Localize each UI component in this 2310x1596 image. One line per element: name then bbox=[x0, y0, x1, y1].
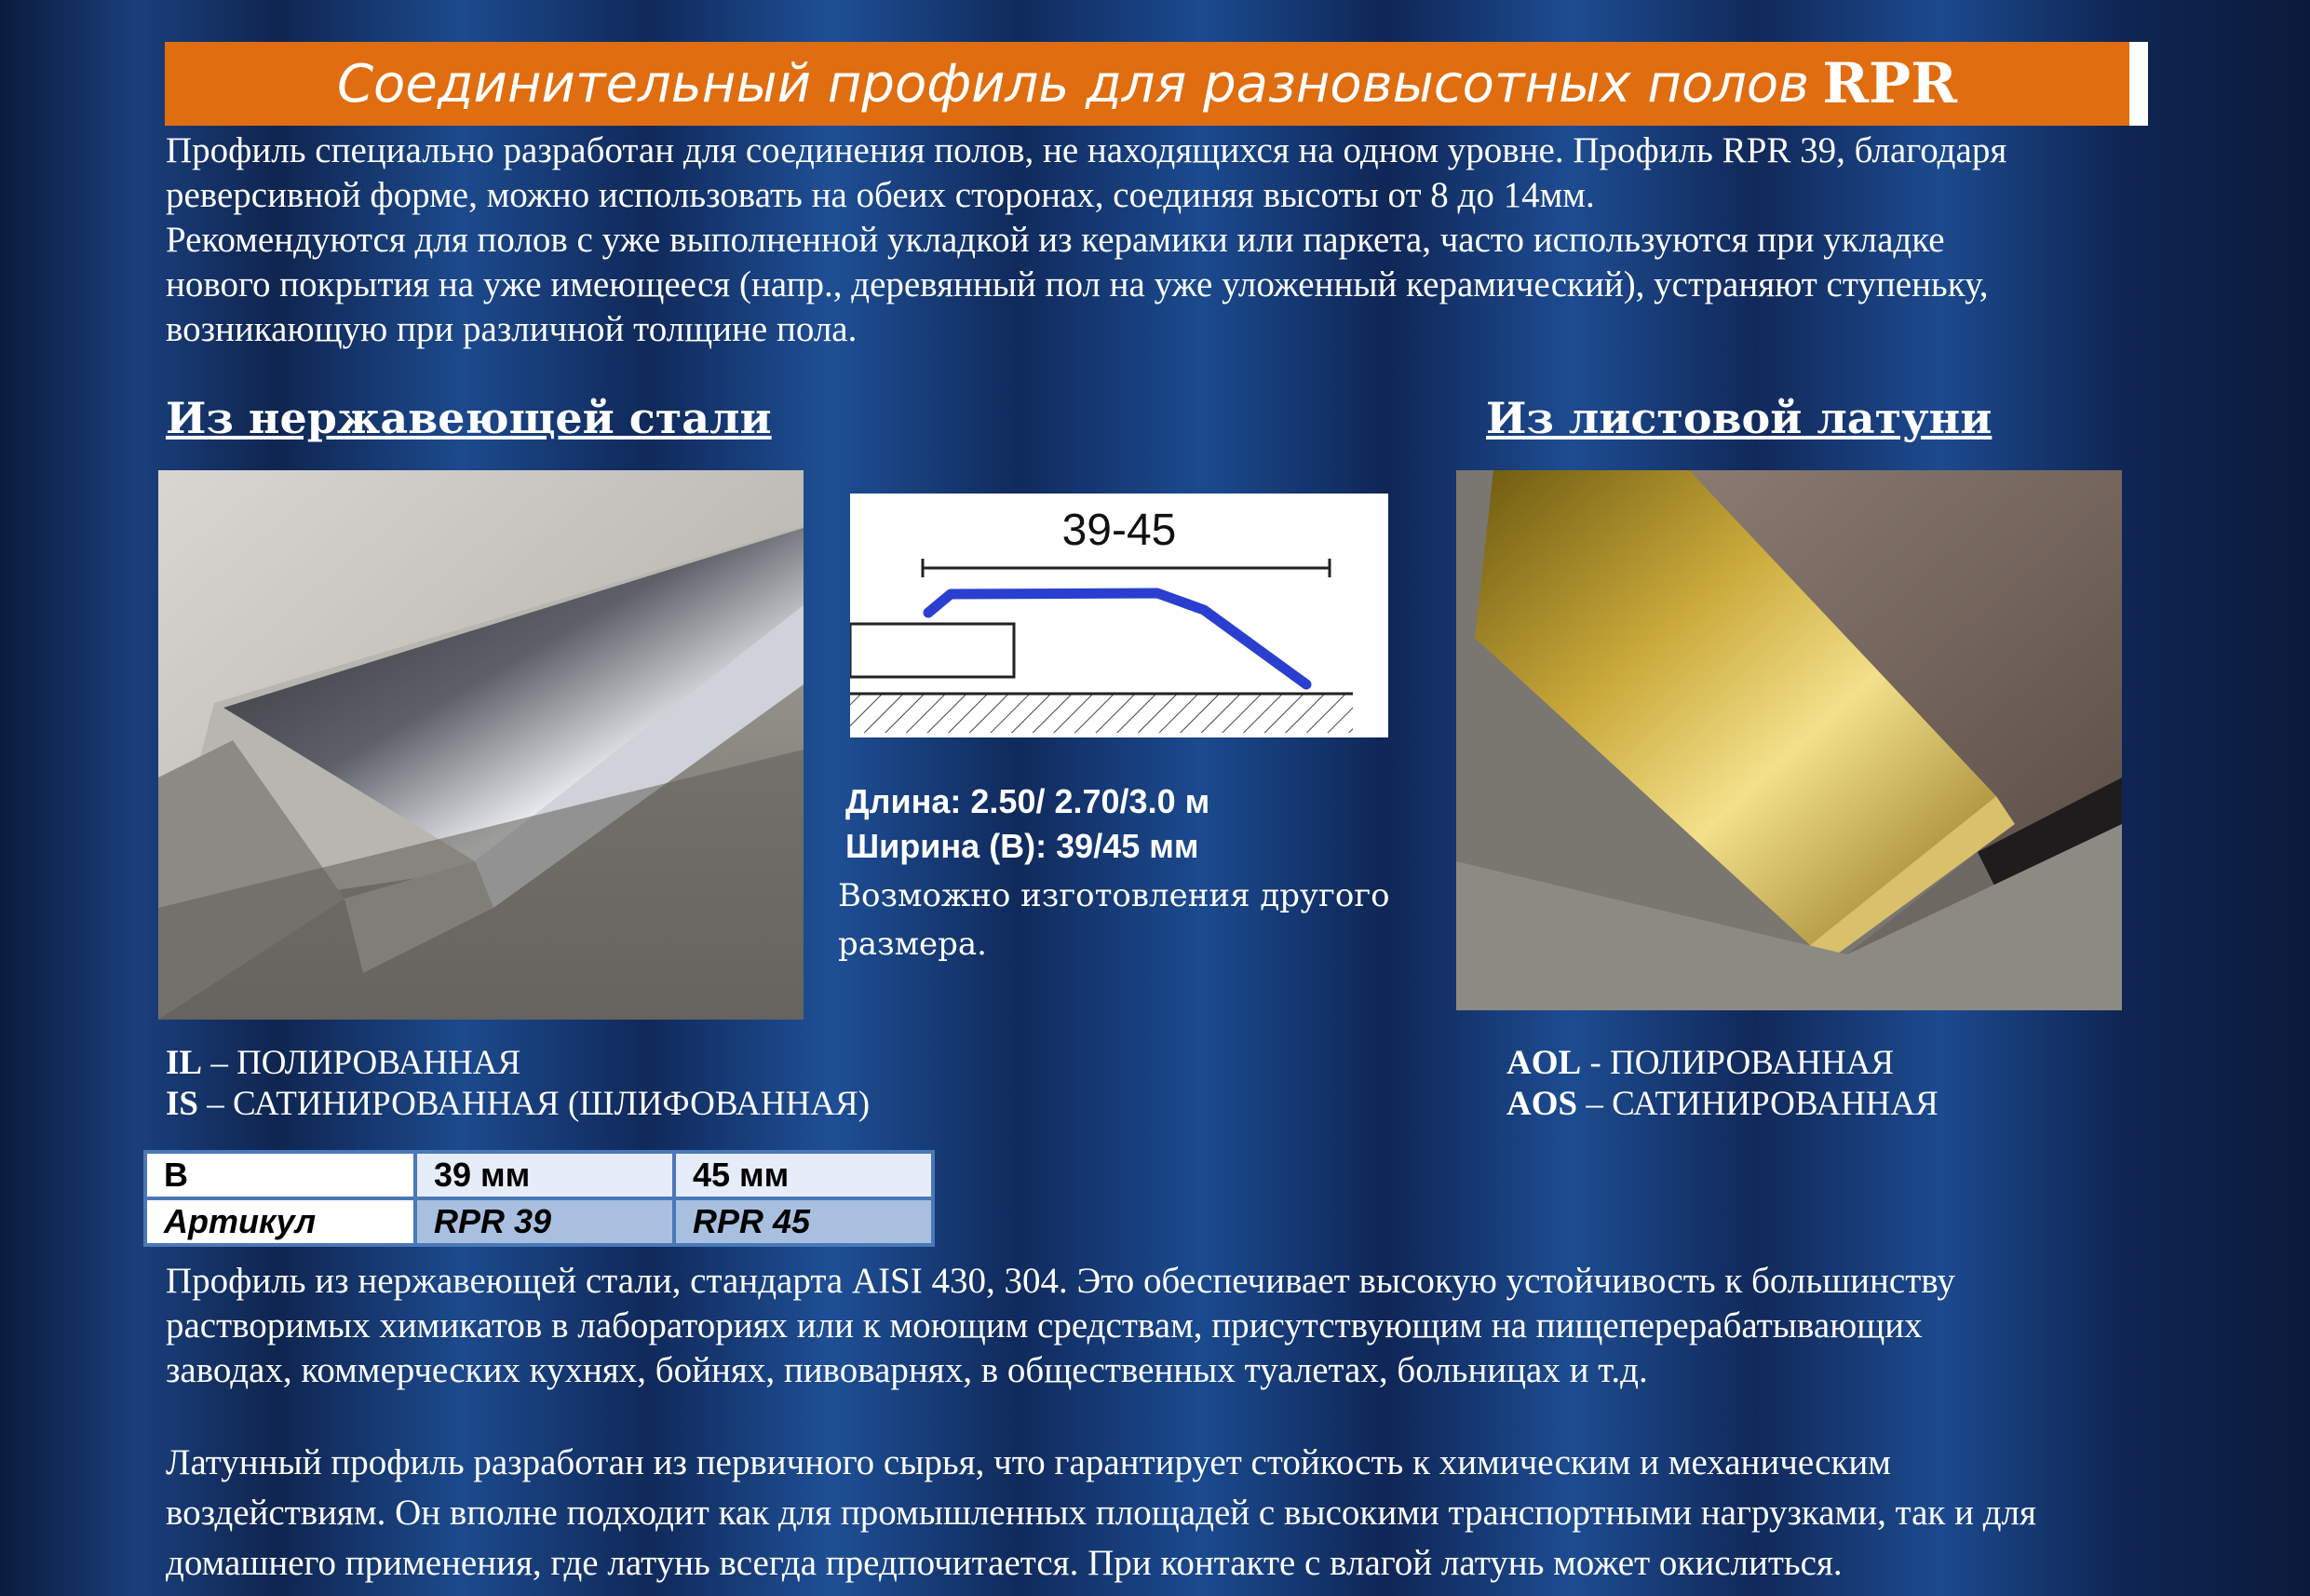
note-line: Возможно изготовления другого bbox=[838, 877, 1390, 914]
paragraph-line: растворимых химикатов в лабораториях или к моющим средствам, присутствующим на пищеперерабатывающих bbox=[166, 1305, 1923, 1346]
table-cell: 39 мм bbox=[415, 1152, 674, 1198]
brass-profile-photo bbox=[1456, 470, 2122, 1010]
intro-line: Рекомендуются для полов с уже выполненной укладкой из керамики или паркета, часто используются при укладке bbox=[166, 220, 1945, 260]
code-is: IS – САТИНИРОВАННАЯ (ШЛИФОВАННАЯ) bbox=[166, 1085, 871, 1123]
product-code: RPR bbox=[1822, 51, 1958, 116]
table-row bbox=[145, 1198, 933, 1245]
profile-diagram bbox=[850, 494, 1388, 737]
intro-line: реверсивной форме, можно использовать на обеих сторонах, соединяя высоты от 8 до 14мм. bbox=[166, 175, 1595, 215]
brass-codes bbox=[1506, 1043, 1939, 1125]
paragraph-line: Латунный профиль разработан из первичного сырья, что гарантирует стойкость к химическим и механическим bbox=[166, 1442, 1891, 1482]
table-row bbox=[145, 1152, 933, 1198]
paragraph-line: домашнего применения, где латунь всегда предпочитается. При контакте с влагой латунь может окислиться. bbox=[166, 1543, 1843, 1583]
custom-size-note bbox=[838, 872, 1390, 968]
table-cell: 45 мм bbox=[674, 1152, 933, 1198]
table-cell: Артикул bbox=[145, 1198, 415, 1245]
page-title: Соединительный профиль для разновысотных полов bbox=[336, 53, 1810, 115]
intro-line: возникающую при различной толщине пола. bbox=[166, 309, 858, 349]
intro-line: Профиль специально разработан для соединения полов, не находящихся на одном уровне. Профиль RPR 39, благодаря bbox=[166, 130, 2007, 170]
width-spec: Ширина (В): 39/45 мм bbox=[845, 827, 1199, 865]
table-cell: RPR 39 bbox=[415, 1198, 674, 1245]
table-cell: RPR 45 bbox=[674, 1198, 933, 1245]
code-il: IL – ПОЛИРОВАННАЯ bbox=[166, 1044, 521, 1082]
paragraph-line: заводах, коммерческих кухнях, бойнях, пивоварнях, в общественных туалетах, больницах и т.д. bbox=[166, 1350, 1648, 1390]
upper-floor-block bbox=[850, 624, 1014, 677]
paragraph-line: Профиль из нержавеющей стали, стандарта AISI 430, 304. Это обеспечивает высокую устойчивость к большинству bbox=[166, 1261, 1955, 1301]
note-line: размера. bbox=[838, 926, 987, 963]
brass-paragraph bbox=[166, 1438, 2036, 1589]
title-banner bbox=[165, 42, 2148, 126]
steel-paragraph bbox=[166, 1259, 1955, 1393]
steel-codes bbox=[166, 1043, 870, 1125]
paragraph-line: воздействиям. Он вполне подходит как для промышленных площадей с высокими транспортными нагрузками, так и для bbox=[166, 1493, 2036, 1533]
spec-table bbox=[143, 1150, 935, 1247]
steel-heading: Из нержавеющей стали bbox=[166, 393, 772, 443]
brass-heading: Из листовой латуни bbox=[1486, 393, 1993, 443]
intro-line: нового покрытия на уже имеющееся (напр., деревянный пол на уже уложенный керамический), устраняют ступеньку, bbox=[166, 264, 1989, 304]
intro-paragraph bbox=[166, 128, 2006, 352]
length-spec: Длина: 2.50/ 2.70/3.0 м bbox=[845, 782, 1210, 820]
steel-profile-photo bbox=[158, 470, 804, 1020]
code-aol: AOL - ПОЛИРОВАННАЯ bbox=[1506, 1044, 1895, 1082]
code-aos: AOS – САТИНИРОВАННАЯ bbox=[1506, 1085, 1939, 1123]
dimension-label: 39-45 bbox=[1061, 506, 1177, 555]
table-cell: B bbox=[145, 1152, 415, 1198]
